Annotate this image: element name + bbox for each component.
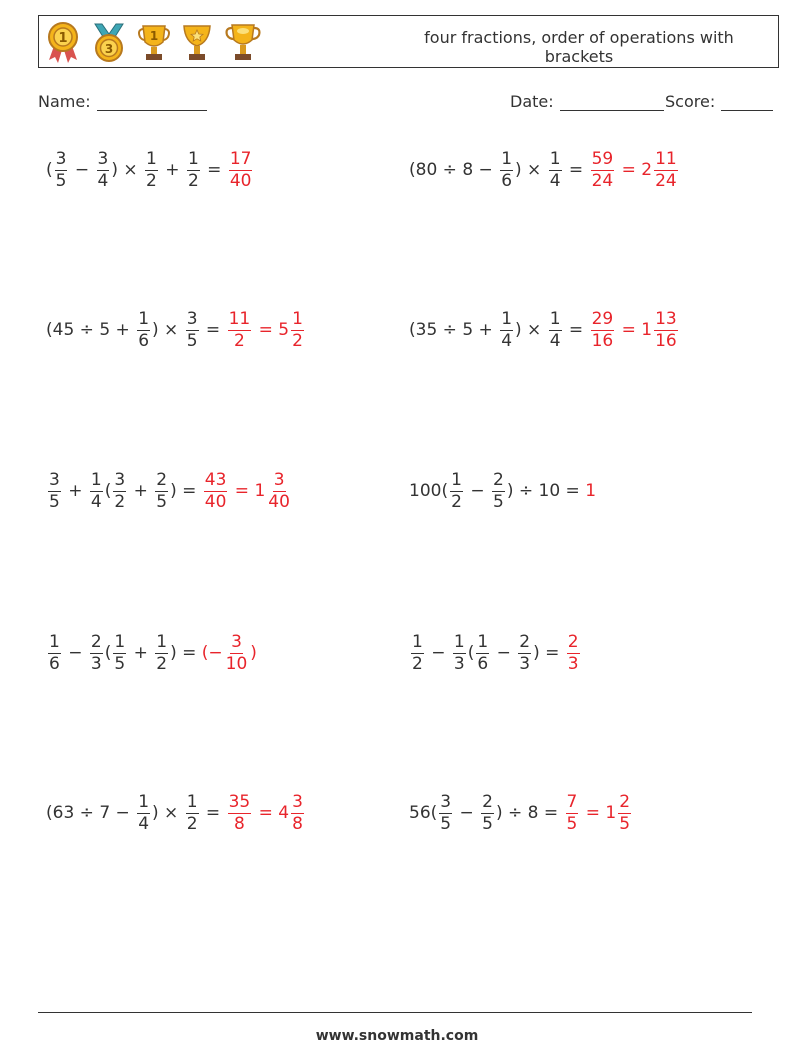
denominator: 4 bbox=[501, 330, 513, 351]
answer-text: = 1 bbox=[616, 320, 653, 340]
denominator: 24 bbox=[591, 170, 614, 191]
denominator: 6 bbox=[501, 170, 513, 191]
numerator: 1 bbox=[412, 631, 423, 652]
date-field[interactable] bbox=[510, 92, 664, 111]
expression-text: − bbox=[454, 803, 480, 823]
denominator: 5 bbox=[186, 330, 198, 351]
answer-text: 1 bbox=[585, 481, 597, 501]
denominator: 2 bbox=[146, 170, 157, 191]
numerator: 29 bbox=[591, 308, 614, 329]
denominator: 16 bbox=[655, 330, 677, 351]
numerator: 1 bbox=[501, 308, 513, 329]
problem-5 bbox=[46, 461, 293, 521]
denominator: 4 bbox=[138, 813, 150, 834]
numerator: 59 bbox=[591, 148, 614, 169]
problem-6 bbox=[409, 461, 596, 521]
answer-fraction bbox=[291, 308, 304, 351]
trophy-1-icon bbox=[137, 20, 171, 64]
answer-fraction bbox=[267, 469, 291, 512]
numerator: 35 bbox=[228, 791, 251, 812]
numerator: 17 bbox=[229, 148, 252, 169]
numerator: 1 bbox=[549, 308, 561, 329]
denominator: 6 bbox=[49, 653, 60, 674]
problem-4 bbox=[409, 300, 680, 360]
expression-text: ) ÷ 10 = bbox=[506, 481, 586, 501]
fraction bbox=[518, 631, 531, 674]
answer-fraction bbox=[654, 148, 678, 191]
denominator: 8 bbox=[234, 813, 245, 834]
problem-2 bbox=[409, 140, 680, 200]
title-line-2: brackets bbox=[544, 47, 614, 66]
answer-fraction bbox=[228, 791, 252, 834]
student-info-row bbox=[38, 92, 770, 116]
denominator: 5 bbox=[566, 813, 578, 834]
expression-text: ( bbox=[104, 481, 112, 501]
numerator: 1 bbox=[477, 631, 489, 652]
answer-fraction bbox=[229, 148, 253, 191]
numerator: 1 bbox=[453, 631, 465, 652]
denominator: 4 bbox=[549, 330, 561, 351]
denominator: 3 bbox=[90, 653, 102, 674]
expression-text: ) × bbox=[515, 160, 547, 180]
expression-text: 100( bbox=[409, 481, 449, 501]
denominator: 3 bbox=[567, 653, 579, 674]
numerator: 3 bbox=[231, 631, 242, 652]
denominator: 2 bbox=[234, 330, 245, 351]
denominator: 4 bbox=[97, 170, 109, 191]
answer-fraction bbox=[654, 308, 678, 351]
problem-3 bbox=[46, 300, 306, 360]
expression-text: = bbox=[200, 320, 226, 340]
denominator: 2 bbox=[114, 491, 126, 512]
expression-text: (45 ÷ 5 + bbox=[46, 320, 136, 340]
numerator: 1 bbox=[292, 308, 303, 329]
numerator: 3 bbox=[292, 791, 303, 812]
answer-text: ) bbox=[250, 643, 257, 663]
denominator: 2 bbox=[186, 813, 198, 834]
answer-fraction bbox=[225, 631, 249, 674]
answer-text: = 4 bbox=[253, 803, 290, 823]
fraction bbox=[492, 469, 505, 512]
numerator: 1 bbox=[156, 631, 168, 652]
expression-text: − bbox=[69, 160, 95, 180]
worksheet-title bbox=[414, 28, 744, 66]
numerator: 1 bbox=[549, 148, 561, 169]
fraction bbox=[411, 631, 424, 674]
fraction bbox=[481, 791, 494, 834]
fraction bbox=[113, 631, 126, 674]
denominator: 40 bbox=[229, 170, 252, 191]
numerator: 2 bbox=[619, 791, 631, 812]
fraction bbox=[500, 148, 513, 191]
date-label: Date: bbox=[510, 92, 554, 111]
expression-text: ( bbox=[467, 643, 475, 663]
expression-text: = bbox=[563, 160, 589, 180]
svg-text:3: 3 bbox=[104, 42, 114, 56]
date-blank[interactable] bbox=[560, 96, 664, 111]
numerator: 1 bbox=[146, 148, 157, 169]
footer-divider bbox=[38, 1012, 752, 1013]
svg-text:1: 1 bbox=[149, 29, 159, 43]
svg-text:1: 1 bbox=[58, 31, 68, 46]
expression-text: (35 ÷ 5 + bbox=[409, 320, 499, 340]
expression-text: − bbox=[425, 643, 451, 663]
answer-fraction bbox=[566, 791, 579, 834]
fraction bbox=[48, 469, 61, 512]
fraction bbox=[453, 631, 466, 674]
numerator: 3 bbox=[273, 469, 285, 490]
fraction bbox=[155, 469, 168, 512]
expression-text: + bbox=[128, 481, 154, 501]
numerator: 1 bbox=[138, 791, 150, 812]
problem-8 bbox=[409, 623, 582, 683]
fraction bbox=[500, 308, 513, 351]
expression-text: (63 ÷ 7 − bbox=[46, 803, 136, 823]
score-blank[interactable] bbox=[721, 96, 773, 111]
answer-fraction bbox=[618, 791, 631, 834]
medal-1-icon bbox=[45, 20, 81, 64]
denominator: 5 bbox=[619, 813, 631, 834]
denominator: 2 bbox=[292, 330, 303, 351]
denominator: 4 bbox=[90, 491, 102, 512]
fraction bbox=[97, 148, 110, 191]
trophy-icon bbox=[223, 20, 263, 64]
denominator: 5 bbox=[482, 813, 493, 834]
numerator: 1 bbox=[451, 469, 462, 490]
fraction bbox=[186, 791, 199, 834]
title-line-1: four fractions, order of operations with bbox=[424, 28, 734, 47]
expression-text: − bbox=[491, 643, 517, 663]
fraction bbox=[549, 148, 562, 191]
numerator: 3 bbox=[49, 469, 60, 490]
denominator: 4 bbox=[549, 170, 561, 191]
fraction bbox=[439, 791, 452, 834]
numerator: 43 bbox=[204, 469, 227, 490]
fraction bbox=[476, 631, 489, 674]
answer-fraction bbox=[567, 631, 580, 674]
expression-text: ( bbox=[104, 643, 112, 663]
medal-3-icon bbox=[89, 20, 129, 64]
expression-text: ) = bbox=[170, 481, 202, 501]
denominator: 40 bbox=[268, 491, 290, 512]
fraction bbox=[113, 469, 126, 512]
fraction bbox=[186, 308, 199, 351]
expression-text: = bbox=[201, 160, 227, 180]
numerator: 7 bbox=[566, 791, 578, 812]
fraction bbox=[145, 148, 158, 191]
expression-text: ) × bbox=[111, 160, 144, 180]
expression-text: (80 ÷ 8 − bbox=[409, 160, 499, 180]
numerator: 2 bbox=[482, 791, 493, 812]
numerator: 2 bbox=[567, 631, 579, 652]
worksheet-header bbox=[38, 15, 779, 68]
award-icons bbox=[45, 20, 263, 64]
denominator: 5 bbox=[49, 491, 60, 512]
answer-text: = 2 bbox=[616, 160, 653, 180]
expression-text: ) × bbox=[152, 803, 184, 823]
denominator: 24 bbox=[655, 170, 677, 191]
denominator: 5 bbox=[440, 813, 452, 834]
fraction bbox=[48, 631, 61, 674]
denominator: 10 bbox=[225, 653, 248, 674]
denominator: 6 bbox=[477, 653, 489, 674]
expression-text: − bbox=[62, 643, 88, 663]
denominator: 2 bbox=[187, 170, 199, 191]
denominator: 2 bbox=[451, 491, 462, 512]
expression-text: ) × bbox=[515, 320, 547, 340]
numerator: 3 bbox=[55, 148, 67, 169]
expression-text: + bbox=[159, 160, 185, 180]
denominator: 40 bbox=[204, 491, 227, 512]
denominator: 3 bbox=[453, 653, 465, 674]
expression-text: = bbox=[563, 320, 589, 340]
denominator: 16 bbox=[591, 330, 614, 351]
expression-text: + bbox=[128, 643, 154, 663]
numerator: 1 bbox=[501, 148, 513, 169]
numerator: 13 bbox=[655, 308, 677, 329]
answer-text: = 1 bbox=[229, 481, 266, 501]
numerator: 1 bbox=[114, 631, 126, 652]
fraction bbox=[187, 148, 200, 191]
denominator: 5 bbox=[55, 170, 67, 191]
answer-fraction bbox=[591, 148, 615, 191]
denominator: 8 bbox=[292, 813, 303, 834]
fraction bbox=[450, 469, 463, 512]
answer-fraction bbox=[591, 308, 615, 351]
denominator: 6 bbox=[138, 330, 150, 351]
expression-text: ) ÷ 8 = bbox=[495, 803, 564, 823]
denominator: 5 bbox=[492, 491, 504, 512]
fraction bbox=[137, 308, 150, 351]
fraction bbox=[55, 148, 68, 191]
numerator: 1 bbox=[138, 308, 150, 329]
numerator: 3 bbox=[440, 791, 452, 812]
numerator: 3 bbox=[97, 148, 109, 169]
score-field[interactable] bbox=[665, 92, 773, 111]
denominator: 2 bbox=[156, 653, 168, 674]
fraction bbox=[155, 631, 168, 674]
fraction bbox=[137, 791, 150, 834]
numerator: 11 bbox=[228, 308, 251, 329]
footer-url[interactable]: www.snowmath.com bbox=[315, 1028, 479, 1044]
fraction bbox=[90, 631, 103, 674]
score-label: Score: bbox=[665, 92, 716, 111]
expression-text: ( bbox=[46, 160, 53, 180]
denominator: 5 bbox=[156, 491, 168, 512]
denominator: 2 bbox=[412, 653, 423, 674]
name-label: Name: bbox=[38, 92, 91, 111]
numerator: 2 bbox=[90, 631, 102, 652]
problem-10 bbox=[409, 783, 633, 843]
numerator: 1 bbox=[186, 791, 198, 812]
answer-text: (− bbox=[201, 643, 223, 663]
numerator: 1 bbox=[90, 469, 102, 490]
numerator: 2 bbox=[492, 469, 504, 490]
denominator: 5 bbox=[114, 653, 126, 674]
numerator: 2 bbox=[156, 469, 168, 490]
fraction bbox=[90, 469, 103, 512]
expression-text: ) = bbox=[170, 643, 202, 663]
expression-text: ) = bbox=[533, 643, 565, 663]
expression-text: − bbox=[464, 481, 490, 501]
answer-text: = 1 bbox=[580, 803, 617, 823]
denominator: 3 bbox=[519, 653, 531, 674]
expression-text: ) × bbox=[152, 320, 184, 340]
expression-text: + bbox=[62, 481, 88, 501]
answer-fraction bbox=[204, 469, 228, 512]
expression-text: = bbox=[200, 803, 226, 823]
numerator: 2 bbox=[519, 631, 531, 652]
problem-1 bbox=[46, 140, 254, 200]
numerator: 11 bbox=[655, 148, 677, 169]
problem-9 bbox=[46, 783, 306, 843]
name-field[interactable] bbox=[38, 92, 207, 111]
answer-fraction bbox=[291, 791, 304, 834]
numerator: 3 bbox=[114, 469, 126, 490]
fraction bbox=[549, 308, 562, 351]
numerator: 3 bbox=[186, 308, 198, 329]
numerator: 1 bbox=[187, 148, 199, 169]
problem-7 bbox=[46, 623, 257, 683]
name-blank[interactable] bbox=[97, 96, 207, 111]
answer-text: = 5 bbox=[253, 320, 290, 340]
answer-fraction bbox=[228, 308, 252, 351]
expression-text: 56( bbox=[409, 803, 438, 823]
trophy-star-icon bbox=[179, 20, 215, 64]
numerator: 1 bbox=[49, 631, 60, 652]
